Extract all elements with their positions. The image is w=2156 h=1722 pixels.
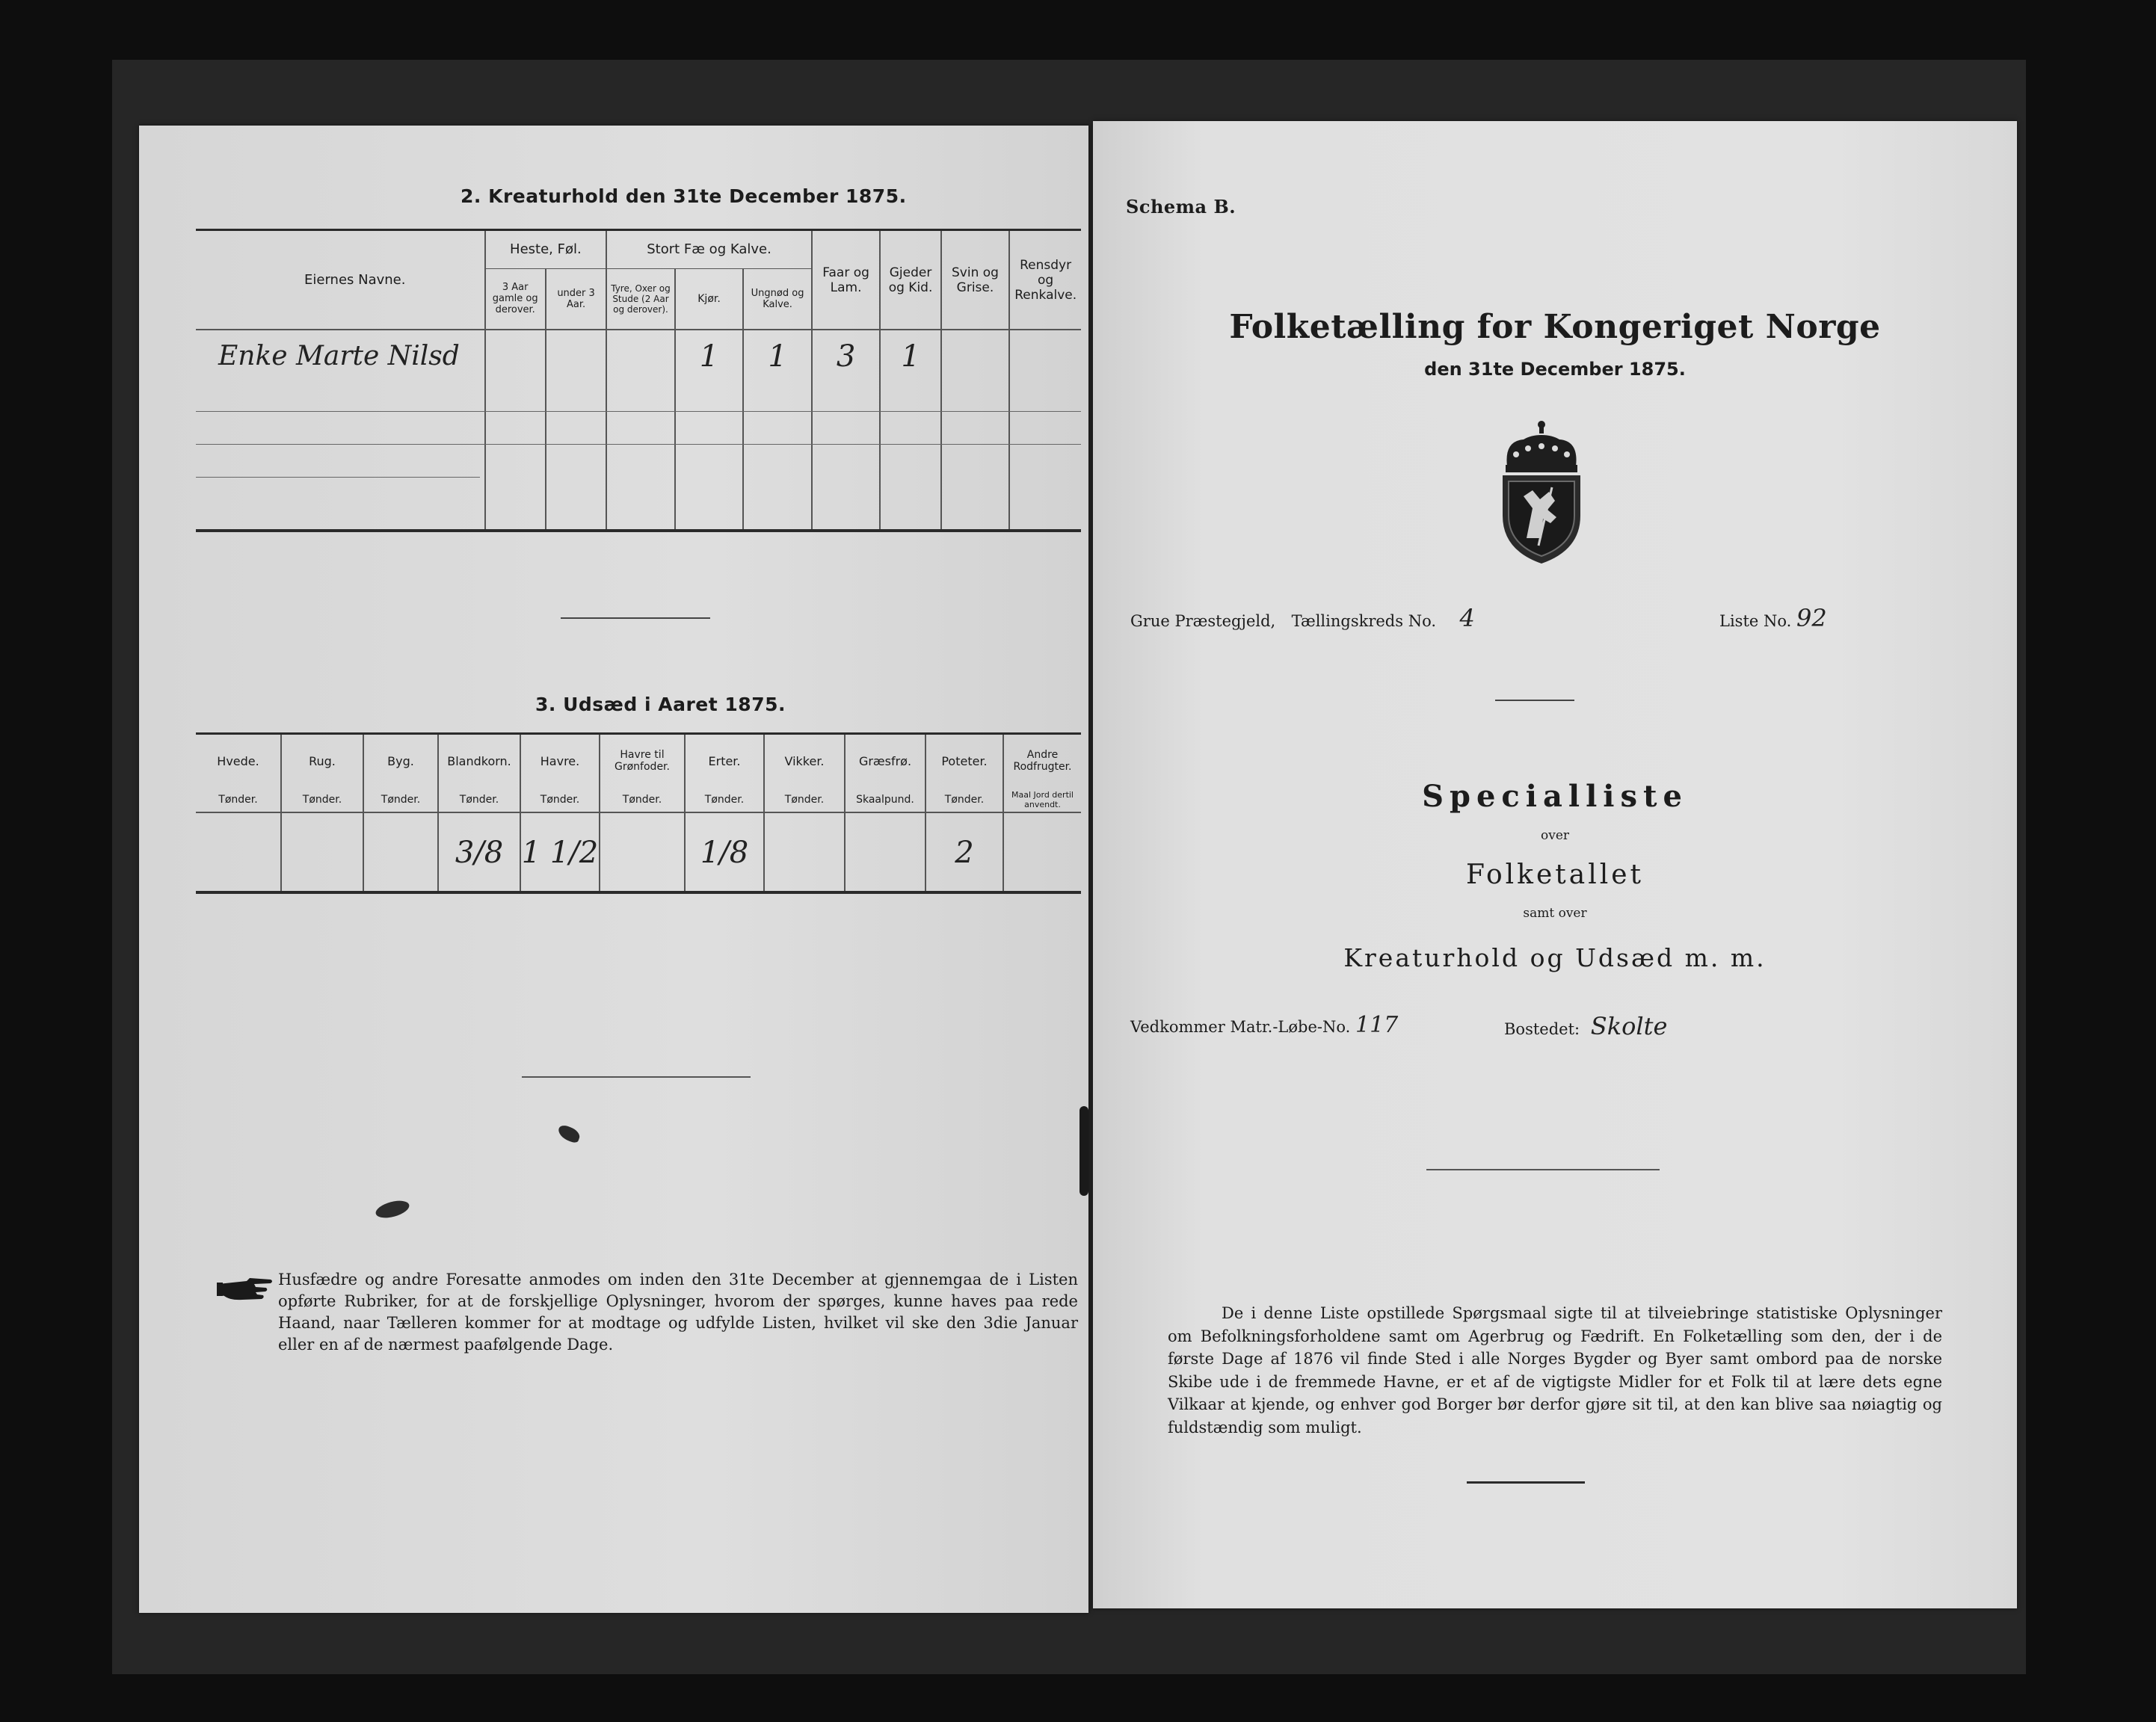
list-value: 92: [1796, 604, 1827, 632]
col-heste-b-header: under 3 Aar.: [546, 268, 606, 330]
udsaed-value: 1/8: [700, 835, 749, 870]
udsaed-value-cell: [845, 812, 925, 892]
col-fae-a-header: Tyre, Oxer og Stude (2 Aar og derover).: [606, 268, 675, 330]
udsaed-col-header: Andre Rodfrugter.: [1003, 735, 1081, 787]
col-svin-header: Svin og Grise.: [941, 231, 1010, 330]
pointing-hand-icon: [217, 1274, 274, 1303]
col-fae-c-header: Ungnød og Kalve.: [743, 268, 812, 330]
owner-cell: Enke Marte Nilsd: [196, 330, 485, 382]
ink-blot: [374, 1197, 411, 1220]
udsaed-value-cell: [764, 812, 845, 892]
heste-b-cell: [546, 330, 606, 382]
udsaed-value-cell: [438, 812, 520, 892]
matr-value: 117: [1355, 1012, 1399, 1038]
udsaed-col-header: Rug.: [281, 735, 363, 787]
left-page: [139, 126, 1088, 1613]
location-line: [1130, 604, 1494, 632]
section2-title: 2. Kreaturhold den 31te December 1875.: [461, 185, 907, 207]
udsaed-unit-header: Tønder.: [520, 787, 600, 812]
specialliste-heading: Specialliste: [1422, 779, 1688, 814]
udsaed-unit-header: Tønder.: [600, 787, 685, 812]
table2-bottom-rule: [196, 529, 1081, 532]
udsaed-col-header: Hvede.: [196, 735, 281, 787]
col-rensdyr-header: Rensdyr og Renkalve.: [1009, 231, 1081, 330]
udsaed-unit-header: Tønder.: [363, 787, 438, 812]
udsaed-unit-header: Tønder.: [281, 787, 363, 812]
col-heste-a-header: 3 Aar gamle og derover.: [485, 268, 546, 330]
udsaed-value: 2: [955, 835, 974, 870]
district-value: 4: [1459, 604, 1475, 632]
udsaed-unit-header: Skaalpund.: [845, 787, 925, 812]
table-row: [196, 382, 1081, 530]
udsaed-unit-header: Tønder.: [438, 787, 520, 812]
matr-label: Vedkommer Matr.-Løbe-No.: [1130, 1018, 1351, 1036]
separator-rule: [522, 1076, 751, 1078]
samt-over-text: samt over: [1523, 906, 1587, 921]
udsaed-value-cell: [363, 812, 438, 892]
district-label: Tællingskreds No.: [1291, 612, 1437, 630]
binding-mark: [1079, 1106, 1088, 1196]
table-row: [196, 330, 1081, 382]
right-page: [1093, 121, 2017, 1608]
bosted-label: Bostedet:: [1504, 1020, 1580, 1038]
ungnod-cell: 1: [743, 330, 812, 382]
col-heste-header: Heste, Føl.: [485, 231, 607, 268]
bosted-line: [1504, 1012, 1667, 1040]
list-label: Liste No.: [1719, 612, 1792, 630]
schema-label: Schema B.: [1126, 196, 1236, 217]
over-text: over: [1540, 828, 1570, 843]
closing-statement: De i denne Liste opstillede Spørgsmaal sigte til at tilveiebringe statistiske Oplysninger om Befolkningsforholdene samt om Agerbrug og Fædrift. En Folketælling som den, der i de første Dage af 1876 vil finde Sted i alle Norges Bygder og Byer samt ombord paa de norske Skibe ude i de fremmede Havne, er et af de vigtigste Midler for et Folk til at lære dets egne Vilkaar at kjende, og enhver god Borger bør derfor gjøre sit til, at den kan blive saa nøiagtig og fuldstændig som muligt.: [1168, 1304, 1942, 1436]
udsaed-value-cell: [685, 812, 764, 892]
udsaed-value-cell: [281, 812, 363, 892]
instruction-notice: Husfædre og andre Foresatte anmodes om inden den 31te December at gjennemgaa de i Listen opførte Rubriker, for at de forskjellige Oplysninger, hvorom der spørges, kunne haves paa rede Haand, naar Tælleren kommer for at modtage og udfylde Listen, hvilket vil ske den 3die Januar eller en af de nærmest paafølgende Dage.: [278, 1271, 1078, 1354]
separator-rule: [561, 617, 710, 619]
parish-label: Grue Præstegjeld,: [1130, 612, 1276, 630]
svin-cell: [941, 330, 1010, 382]
col-gjeder-header: Gjeder og Kid.: [880, 231, 940, 330]
udsaed-col-header: Vikker.: [764, 735, 845, 787]
row-rule: [196, 411, 1081, 412]
census-date: den 31te December 1875.: [1424, 359, 1686, 380]
closing-rule: [1467, 1481, 1585, 1484]
form-title: Folketælling for Kongeriget Norge: [1229, 308, 1881, 346]
ink-blot: [556, 1123, 582, 1144]
udsaed-value-cell: [196, 812, 281, 892]
col-fae-b-header: Kjør.: [675, 268, 744, 330]
row-rule: [196, 477, 480, 478]
list-number-line: [1719, 604, 1827, 632]
bosted-value: Skolte: [1590, 1012, 1668, 1040]
udsaed-col-header: Blandkorn.: [438, 735, 520, 787]
udsaed-col-header: Byg.: [363, 735, 438, 787]
row-rule: [196, 444, 1081, 445]
kjor-cell: 1: [675, 330, 744, 382]
separator-rule: [1495, 700, 1574, 701]
fae-a-cell: [606, 330, 675, 382]
gjeder-cell: 1: [880, 330, 940, 382]
faar-cell: 3: [812, 330, 881, 382]
udsaed-table: [196, 735, 1081, 892]
udsaed-value-cell: [600, 812, 685, 892]
udsaed-col-header: Poteter.: [925, 735, 1003, 787]
col-faar-header: Faar og Lam.: [812, 231, 881, 330]
udsaed-unit-header: Tønder.: [196, 787, 281, 812]
udsaed-unit-header: Tønder.: [685, 787, 764, 812]
udsaed-unit-header: Maal Jord dertil anvendt.: [1003, 787, 1081, 812]
udsaed-col-header: Græsfrø.: [845, 735, 925, 787]
udsaed-value-cell: [1003, 812, 1081, 892]
folketallet-heading: Folketallet: [1465, 860, 1645, 890]
table-row: [196, 812, 1081, 892]
udsaed-value: 1 1/2: [521, 835, 599, 870]
col-fae-header: Stort Fæ og Kalve.: [606, 231, 812, 268]
heste-a-cell: [485, 330, 546, 382]
col-owner-header: Eiernes Navne.: [196, 231, 485, 330]
udsaed-col-header: Havre til Grønfoder.: [600, 735, 685, 787]
norwegian-coat-of-arms-icon: [1494, 419, 1589, 565]
rensdyr-cell: [1009, 330, 1081, 382]
udsaed-unit-header: Tønder.: [764, 787, 845, 812]
udsaed-col-header: Havre.: [520, 735, 600, 787]
udsaed-value-cell: [925, 812, 1003, 892]
section3-title: 3. Udsæd i Aaret 1875.: [535, 694, 786, 715]
table3-bottom-rule: [196, 891, 1081, 894]
kreaturhold-table: [196, 231, 1081, 530]
udsaed-col-header: Erter.: [685, 735, 764, 787]
udsaed-value: 3/8: [455, 835, 504, 870]
kreaturhold-heading: Kreaturhold og Udsæd m. m.: [1343, 943, 1767, 972]
matr-line: [1130, 1012, 1398, 1038]
udsaed-value-cell: [520, 812, 600, 892]
udsaed-unit-header: Tønder.: [925, 787, 1003, 812]
separator-rule: [1426, 1169, 1660, 1170]
